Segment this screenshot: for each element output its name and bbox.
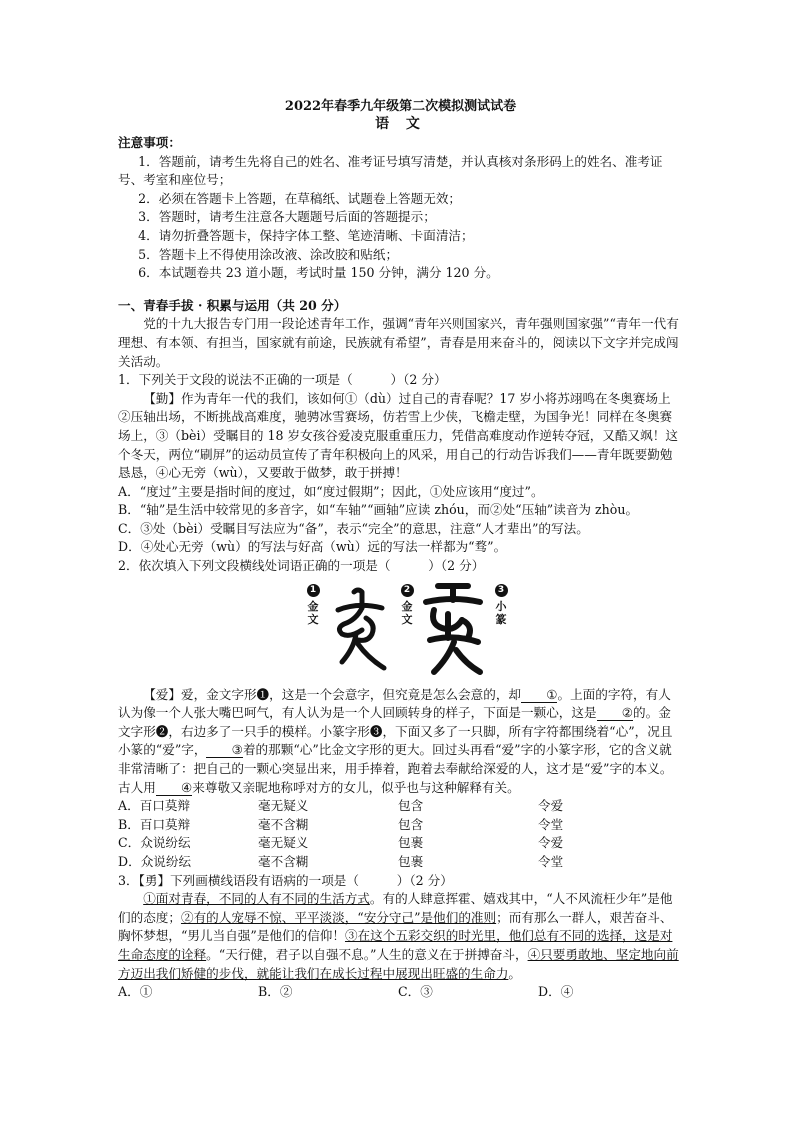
underlined-sentence-1: ①面对青春，不同的人有不同的生活方式 (143, 891, 370, 907)
question-2-option-b: B．百口莫辩 毫不含糊 包含 令堂 (118, 816, 564, 832)
question-3-options (118, 983, 683, 1002)
blank-3: ③ (206, 743, 242, 758)
exam-subject: 语 文 (375, 116, 426, 132)
underlined-sentence-2: ②有的人宠辱不惊、平平淡淡，“安分守己”是他们的准则 (180, 909, 497, 925)
question-1-option-d: D．④处心无旁（wù）的写法与好高（wù）远的写法一样都为“骛”。 (118, 539, 507, 555)
question-2-stem: 2．依次填入下列文段横线处词语正确的一项是（ ）（2 分） (118, 558, 485, 574)
notice-item: 5．答题卡上不得使用涂改液、涂改胶和贴纸； (138, 246, 399, 262)
question-3-stem: 3．【勇】下列画横线语段有语病的一项是（ ）（2 分） (118, 872, 453, 888)
question-3-option-a: A．① (118, 984, 153, 1000)
notice-item: 6．本试题卷共 23 道小题，考试时量 150 分钟，满分 120 分。 (138, 265, 499, 281)
question-2-option-a: A．百口莫辩 毫无疑义 包含 令爱 (118, 798, 564, 814)
blank-1: ① (521, 688, 557, 703)
notice-heading: 注意事项： (118, 135, 181, 150)
notice-item: 3．答题时，请考生注意各大题题号后面的答题提示； (138, 209, 436, 225)
glyph-label-3: 3 小 篆 (495, 584, 507, 626)
notice-item: 2．必须在答题卡上答题，在草稿纸、试题卷上答题无效； (138, 190, 462, 206)
glyph-label-2: 2 金 文 (401, 584, 413, 626)
question-3-option-c: C．③ (398, 984, 433, 1000)
exam-title: 2022年春季九年级第二次模拟测试试卷 (284, 99, 517, 114)
question-1-option-c: C．③处（bèi）受瞩目写法应为“备”，表示“完全”的意思，注意“人才辈出”的写法。 (118, 520, 589, 536)
question-1-option-b: B．“轴”是生活中较常见的多音字，如“车轴”“画轴”应读 zhóu，而②处“压轴”读音为 zhòu。 (118, 502, 639, 518)
question-2-option-d: D．众说纷纭 毫不含糊 包裹 令堂 (118, 854, 564, 869)
question-3-option-b: B．② (258, 984, 293, 1000)
ancient-character-figure (118, 580, 683, 680)
question-3-option-d: D．④ (538, 984, 574, 1000)
exam-page (118, 98, 683, 1002)
notice-item: 1．答题前，请考生先将自己的姓名、准考证号填写清楚，并认真核对条形码上的姓名、准考证号、考室和座位号； (118, 153, 663, 188)
question-1-stem: 1．下列关于文段的说法不正确的一项是（ ）（2 分） (118, 372, 447, 388)
bronze-glyph-1-icon (328, 584, 392, 676)
question-2-passage: 【爱】爱，金文字形❶，这是一个会意字，但究竟是怎么会意的，却 ①。上面的字符，有人认为像一个人张大嘴巴呵气，有人认为是一个人回顾转身的样子，下面是一颗心，这是 ②的。金文字形❷，右边多了一只手的模样。小篆字形❸，下面又多了一只脚，所有字符都围绕着“心”，况且小篆的“爱”字， ③着的那颗“心”比金文字形的更大。回过头再看“爱”字的小篆字形，它的含义就非常清晰了：把自己的一颗心突显出来，用手捧着，跑着去奉献给深爱的人，这才是“爱”字的本义。古人用 ④来尊敬又亲昵地称呼对方的女儿，似乎也与这种解释有关。 (118, 686, 673, 795)
question-1-option-a: A．“度过”主要是指时间的度过，如“度过假期”；因此，①处应该用“度过”。 (118, 483, 544, 499)
blank-2: ② (597, 706, 633, 721)
glyph-label-1: 1 金 文 (307, 584, 319, 626)
question-1-passage: 【勤】作为青年一代的我们，该如何①（dù）过自己的青春呢？17 岁小将苏翊鸣在冬奥赛场上②压轴出场，不断挑战高难度，驰骋冰雪赛场，仿若雪上少侠，飞檐走壁，为国争光！同样在冬奥赛场上，③（bèi）受瞩目的 18 岁女孩谷爱凌克服重重压力，凭借高难度动作逆转夺冠，又酷又飒！这个冬天，两位“刷屏”的运动员宣传了青年积极向上的风采，用自己的行动告诉我们——青年既要勤勉恳恳，④心无旁（wù），又要敢于做梦，敢于拼搏！ (118, 390, 678, 481)
question-2-option-c: C．众说纷纭 毫无疑义 包裹 令爱 (118, 835, 564, 851)
section-intro: 党的十九大报告专门用一段论述青年工作，强调“青年兴则国家兴，青年强则国家强”“青年一代有理想、有本领、有担当，国家就有前途，民族就有希望”，青春是用来奋斗的，阅读以下文字并完成闯关活动。 (118, 316, 679, 369)
underlined-sentence-4: ④只要勇敢地、坚定地向前方迈出我们矫健的步伐，就能让我们在成长过程中展现出旺盛的生命力 (118, 946, 679, 981)
bronze-glyph-2-icon (418, 580, 488, 678)
blank-4: ④ (156, 781, 192, 796)
question-3-passage: ①面对青春，不同的人有不同的生活方式。有的人肆意挥霍、嬉戏其中，“人不风流枉少年”是他们的态度；②有的人宠辱不惊、平平淡淡，“安分守己”是他们的准则；而有那么一群人，艰苦奋斗、胸怀梦想，“男儿当自强”是他们的信仰！③在这个五彩交织的时光里，他们总有不同的选择，这是对生命态度的诠释。“天行健，君子以自强不息。”人生的意义在于拼搏奋斗，④只要勇敢地、坚定地向前方迈出我们矫健的步伐，就能让我们在成长过程中展现出旺盛的生命力。 (118, 891, 679, 981)
section-heading: 一、青春手拔 · 积累与运用（共 20 分） (118, 297, 347, 313)
underlined-sentence-3: ③在这个五彩交织的时光里，他们总有不同的选择，这是对生命态度的诠释 (118, 928, 673, 962)
notice-item: 4．请勿折叠答题卡，保持字体工整、笔迹清晰、卡面清洁； (138, 227, 474, 243)
